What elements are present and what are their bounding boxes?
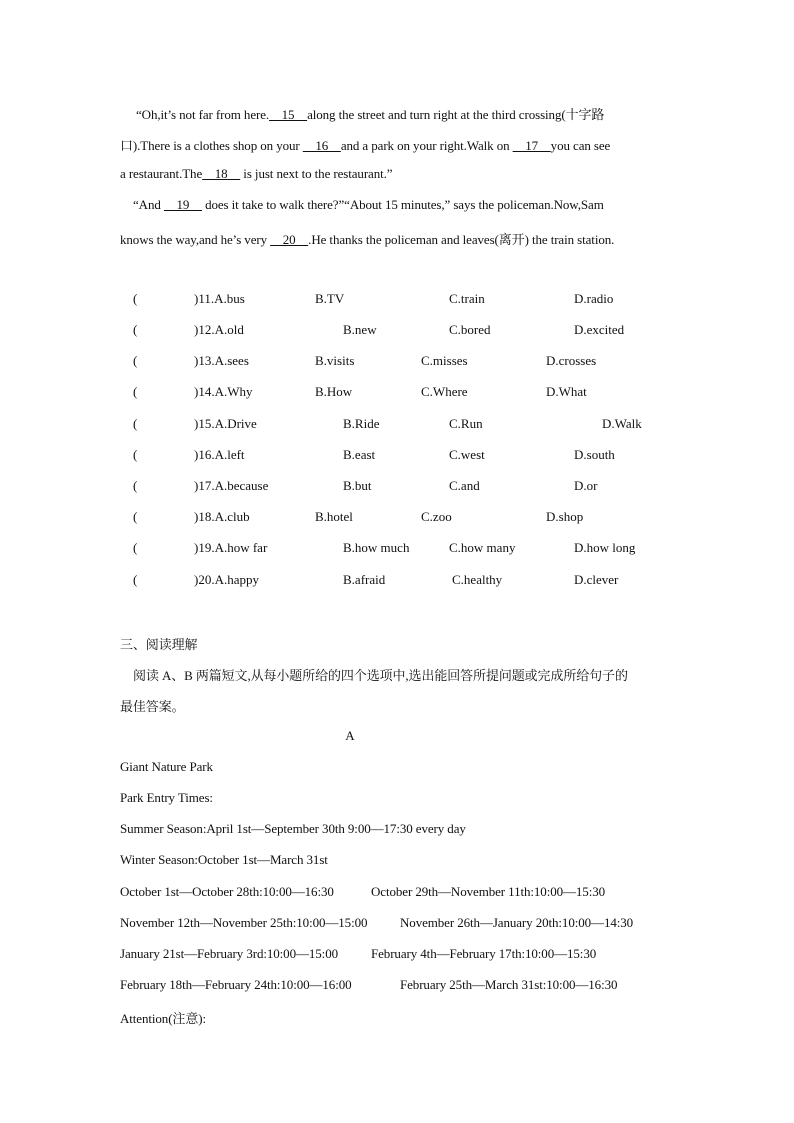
option-c: C.train: [449, 291, 485, 306]
option-b: B.east: [343, 447, 376, 462]
time-entry: January 21st—February 3rd:10:00—15:00: [120, 946, 338, 961]
answer-paren[interactable]: (: [133, 572, 138, 587]
passage-line-3: [120, 166, 392, 182]
section-heading: 三、阅读理解: [120, 637, 198, 652]
answer-paren[interactable]: (: [133, 384, 138, 399]
answer-paren[interactable]: (: [133, 353, 138, 368]
passage-text: along the street and turn right at the third crossing(十字路: [307, 107, 605, 122]
option-a: )17.A.because: [194, 478, 269, 493]
passage-text: is just next to the restaurant.”: [240, 166, 393, 181]
passage-line-4: [133, 197, 604, 213]
passage-text: “And: [133, 197, 164, 212]
option-a: )19.A.how far: [194, 540, 268, 555]
option-b: B.visits: [315, 353, 355, 368]
option-d: D.how long: [574, 540, 636, 555]
question-row: [0, 540, 794, 560]
option-a: )16.A.left: [194, 447, 245, 462]
park-name: Giant Nature Park: [120, 759, 213, 774]
answer-paren[interactable]: (: [133, 416, 138, 431]
question-row: [0, 291, 794, 311]
option-b: B.but: [343, 478, 372, 493]
blank-15: 15: [269, 107, 308, 122]
blank-19: 19: [163, 197, 202, 212]
passage-text: you can see: [550, 138, 611, 153]
time-entry: November 26th—January 20th:10:00—14:30: [400, 915, 634, 930]
option-b: B.how much: [343, 540, 410, 555]
option-a: )20.A.happy: [194, 572, 259, 587]
winter-season: Winter Season:October 1st—March 31st: [120, 852, 328, 867]
option-d: D.What: [546, 384, 587, 399]
question-row: [0, 416, 794, 436]
option-b: B.How: [315, 384, 353, 399]
option-b: B.TV: [315, 291, 345, 306]
option-c: C.west: [449, 447, 485, 462]
option-c: C.bored: [449, 322, 491, 337]
option-b: B.hotel: [315, 509, 353, 524]
passage-label: A: [345, 728, 355, 743]
option-a: )15.A.Drive: [194, 416, 257, 431]
option-a: )14.A.Why: [194, 384, 253, 399]
blank-18: 18: [202, 166, 241, 181]
answer-paren[interactable]: (: [133, 291, 138, 306]
time-entry: February 25th—March 31st:10:00—16:30: [400, 977, 618, 992]
answer-paren[interactable]: (: [133, 447, 138, 462]
option-d: D.shop: [546, 509, 584, 524]
option-c: C.misses: [421, 353, 468, 368]
time-entry: November 12th—November 25th:10:00—15:00: [120, 915, 368, 930]
option-d: D.excited: [574, 322, 625, 337]
passage-text: “Oh,it’s not far from here.: [136, 107, 270, 122]
passage-text: 口).There is a clothes shop on your: [120, 138, 303, 153]
entry-times-label: Park Entry Times:: [120, 790, 213, 805]
passage-text: a restaurant.The: [120, 166, 203, 181]
option-a: )18.A.club: [194, 509, 250, 524]
question-row: [0, 353, 794, 373]
answer-paren[interactable]: (: [133, 478, 138, 493]
time-entry: October 29th—November 11th:10:00—15:30: [371, 884, 606, 899]
time-entry: February 4th—February 17th:10:00—15:30: [371, 946, 597, 961]
option-d: D.or: [574, 478, 598, 493]
answer-paren[interactable]: (: [133, 509, 138, 524]
time-entry: February 18th—February 24th:10:00—16:00: [120, 977, 352, 992]
passage-text: does it take to walk there?”“About 15 minutes,” says the policeman.Now,Sam: [201, 197, 604, 212]
option-b: B.afraid: [343, 572, 386, 587]
option-a: )11.A.bus: [194, 291, 245, 306]
question-row: [0, 509, 794, 529]
answer-paren[interactable]: (: [133, 322, 138, 337]
option-d: D.clever: [574, 572, 619, 587]
option-b: B.new: [343, 322, 377, 337]
option-d: D.radio: [574, 291, 614, 306]
option-c: C.zoo: [421, 509, 452, 524]
question-row: [0, 447, 794, 467]
question-row: [0, 572, 794, 592]
time-entry: October 1st—October 28th:10:00—16:30: [120, 884, 334, 899]
summer-season: Summer Season:April 1st—September 30th 9:00—17:30 every day: [120, 821, 466, 836]
passage-line-5: [120, 229, 614, 248]
question-row: [0, 384, 794, 404]
option-c: C.Run: [449, 416, 483, 431]
option-d: D.crosses: [546, 353, 597, 368]
passage-text: knows the way,and he’s very: [120, 232, 271, 247]
attention-label: Attention(注意):: [120, 1011, 206, 1026]
question-row: [0, 322, 794, 342]
blank-17: 17: [512, 138, 551, 153]
instruction-line-1: 阅读 A、B 两篇短文,从每小题所给的四个选项中,选出能回答所提问题或完成所给句子的: [133, 668, 628, 683]
blank-16: 16: [302, 138, 341, 153]
question-row: [0, 478, 794, 498]
option-c: C.Where: [421, 384, 468, 399]
option-d: D.south: [574, 447, 615, 462]
instruction-line-2: 最佳答案。: [120, 699, 185, 714]
option-c: C.how many: [449, 540, 516, 555]
passage-line-2: [120, 135, 610, 154]
option-c: C.healthy: [452, 572, 503, 587]
option-d: D.Walk: [602, 416, 642, 431]
blank-20: 20: [270, 232, 309, 247]
option-a: )12.A.old: [194, 322, 244, 337]
passage-line-1: [136, 104, 604, 123]
option-b: B.Ride: [343, 416, 380, 431]
answer-paren[interactable]: (: [133, 540, 138, 555]
option-a: )13.A.sees: [194, 353, 249, 368]
option-c: C.and: [449, 478, 480, 493]
passage-text: and a park on your right.Walk on: [340, 138, 513, 153]
passage-text: .He thanks the policeman and leaves(离开) the train station.: [308, 232, 615, 247]
